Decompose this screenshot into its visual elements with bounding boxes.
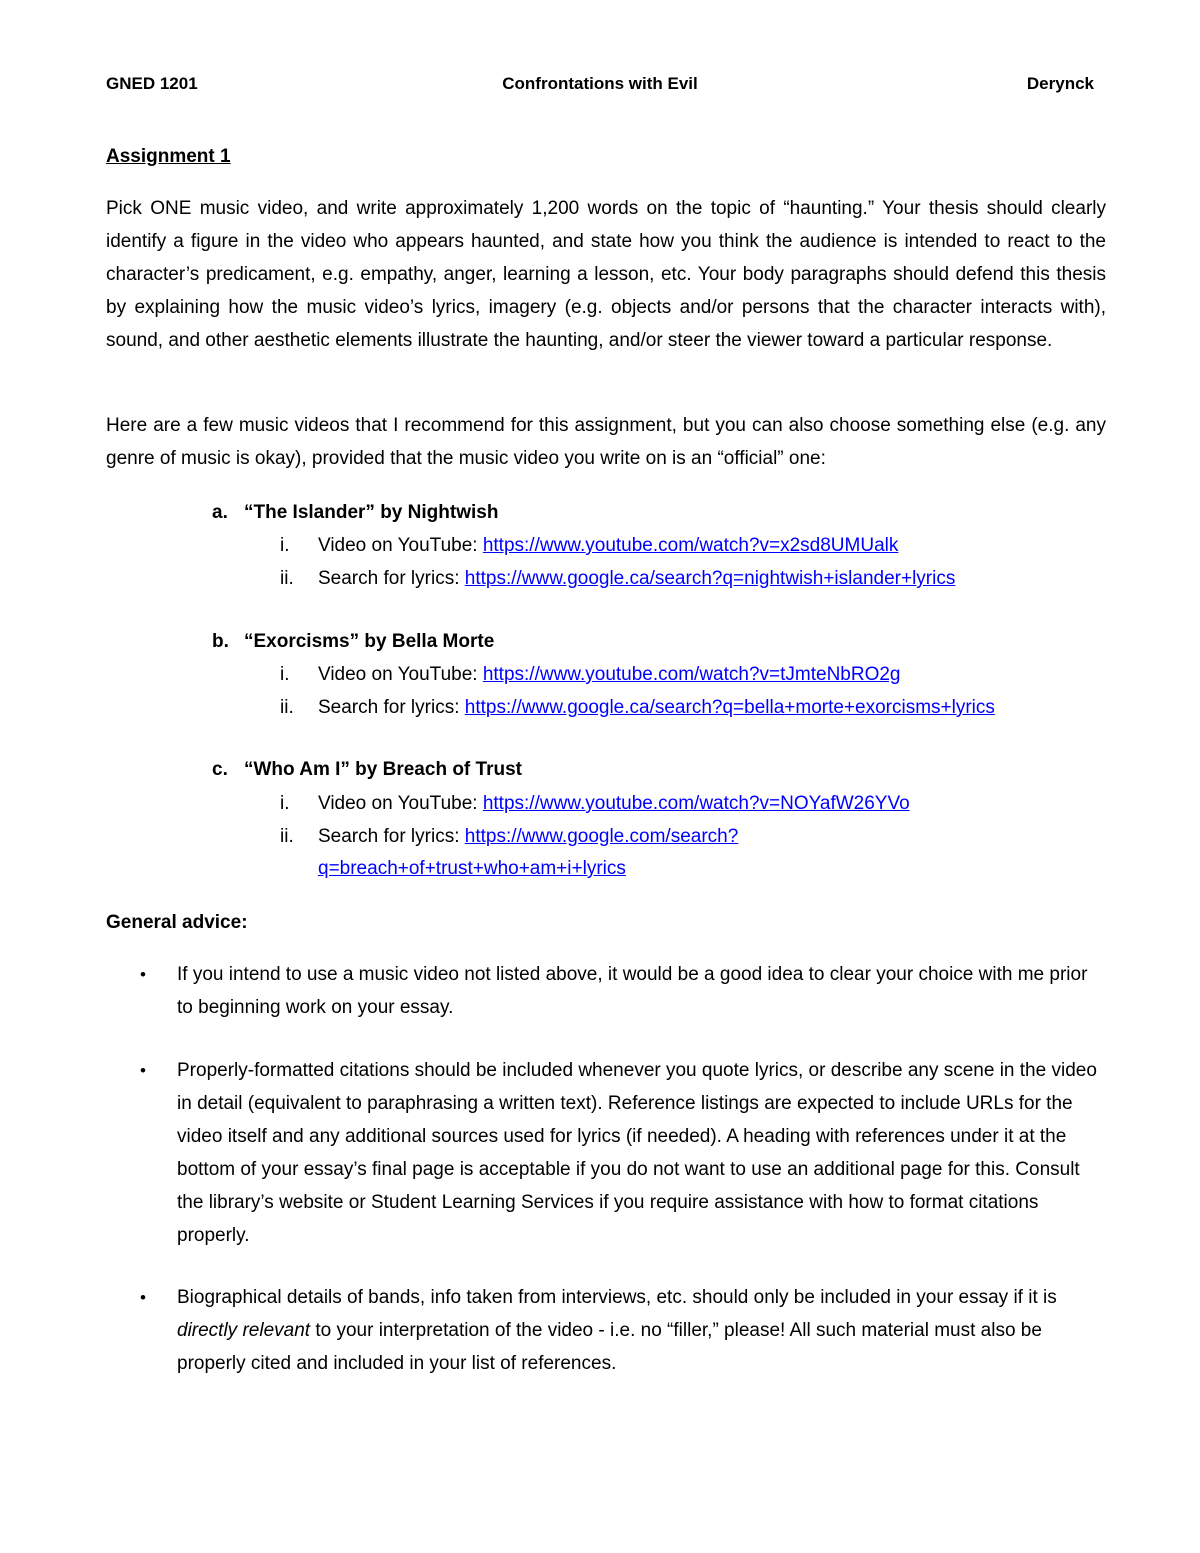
recommendation-b-title [212,625,494,658]
video-label: Video on YouTube: [318,793,478,814]
list-letter: a. [212,502,228,523]
lyrics-label: Search for lyrics: [318,697,460,718]
header-author: Derynck [1026,74,1094,93]
lyrics-link[interactable]: https://www.google.ca/search?q=nightwish+islander+lyrics [464,568,956,589]
video-link[interactable]: https://www.youtube.com/watch?v=tJmteNbRO2g [482,664,901,685]
header-course-title: Confrontations with Evil [502,74,698,93]
lyrics-link-continued[interactable]: q=breach+of+trust+who+am+i+lyrics [318,858,626,879]
song-title: “Who Am I” by Breach of Trust [244,759,522,780]
video-link[interactable]: https://www.youtube.com/watch?v=NOYafW26YVo [482,793,910,814]
list-roman: i. [280,664,290,685]
list-roman: i. [280,535,290,556]
assignment-title: Assignment 1 [106,146,231,167]
video-label: Video on YouTube: [318,535,478,556]
bullet-icon: • [140,965,146,984]
general-advice-heading: General advice: [106,912,248,933]
list-roman: ii. [280,826,294,847]
list-letter: c. [212,759,228,780]
song-title: “The Islander” by Nightwish [244,502,499,523]
song-title: “Exorcisms” by Bella Morte [244,631,495,652]
lyrics-link[interactable]: https://www.google.com/search? [464,826,739,847]
advice-item-2: Properly-formatted citations should be included whenever you quote lyrics, or describe any scene in the video in detail (equivalent to paraphrasing a written text). Reference listings are expected to include URLs for the video itself and any additional sources used for lyrics (if needed). A heading with references under it at the bottom of your essay’s final page is acceptable if you do not want to use an additional page for this. Consult the library’s website or Student Learning Services if you require assistance with how to format citations properly. [177,1060,1097,1246]
recommendation-c-title [212,753,522,786]
advice-item-1: If you intend to use a music video not listed above, it would be a good idea to clear your choice with me prior to beginning work on your essay. [177,964,1088,1018]
list-roman: ii. [280,568,294,589]
list-roman: i. [280,793,290,814]
lyrics-label: Search for lyrics: [318,568,460,589]
bullet-icon: • [140,1288,146,1307]
video-label: Video on YouTube: [318,664,478,685]
advice-3-emphasis: directly relevant [177,1320,311,1341]
recommendation-b-video [280,658,901,691]
recommendation-a-lyrics [280,562,955,595]
advice-item-3 [177,1281,1097,1380]
intro-paragraph: Pick ONE music video, and write approximately 1,200 words on the topic of “haunting.” Your thesis should clearly identify a figure in the video who appears haunted, and state how you think the audience is intended to react to the character’s predicament, e.g. empathy, anger, learning a lesson, etc. Your body paragraphs should defend this thesis by explaining how the music video’s lyrics, imagery (e.g. objects and/or persons that the character interacts with), sound, and other aesthetic elements illustrate the haunting, and/or steer the viewer toward a particular response. [106,198,1106,351]
advice-3-text: Biographical details of bands, info taken from interviews, etc. should only be included in your essay if it is [177,1287,1057,1308]
recommendation-b-lyrics [280,691,995,724]
video-link[interactable]: https://www.youtube.com/watch?v=x2sd8UMUalk [482,535,899,556]
list-roman: ii. [280,697,294,718]
recommendation-c-lyrics [280,820,738,853]
advice-3-text-end: to your interpretation of the video - i.e. no “filler,” please! All such material must also be properly cited and included in your list of references. [177,1320,1042,1374]
header-course-code: GNED 1201 [106,74,198,93]
bullet-icon: • [140,1061,146,1080]
recommendation-c-video [280,787,910,820]
lyrics-label: Search for lyrics: [318,826,460,847]
recommend-paragraph: Here are a few music videos that I recommend for this assignment, but you can also choose something else (e.g. any genre of music is okay), provided that the music video you write on is an “official” one: [106,415,1106,469]
recommendation-a-video [280,529,898,562]
lyrics-link[interactable]: https://www.google.ca/search?q=bella+morte+exorcisms+lyrics [464,697,995,718]
list-letter: b. [212,631,229,652]
recommendation-a-title [212,496,498,529]
